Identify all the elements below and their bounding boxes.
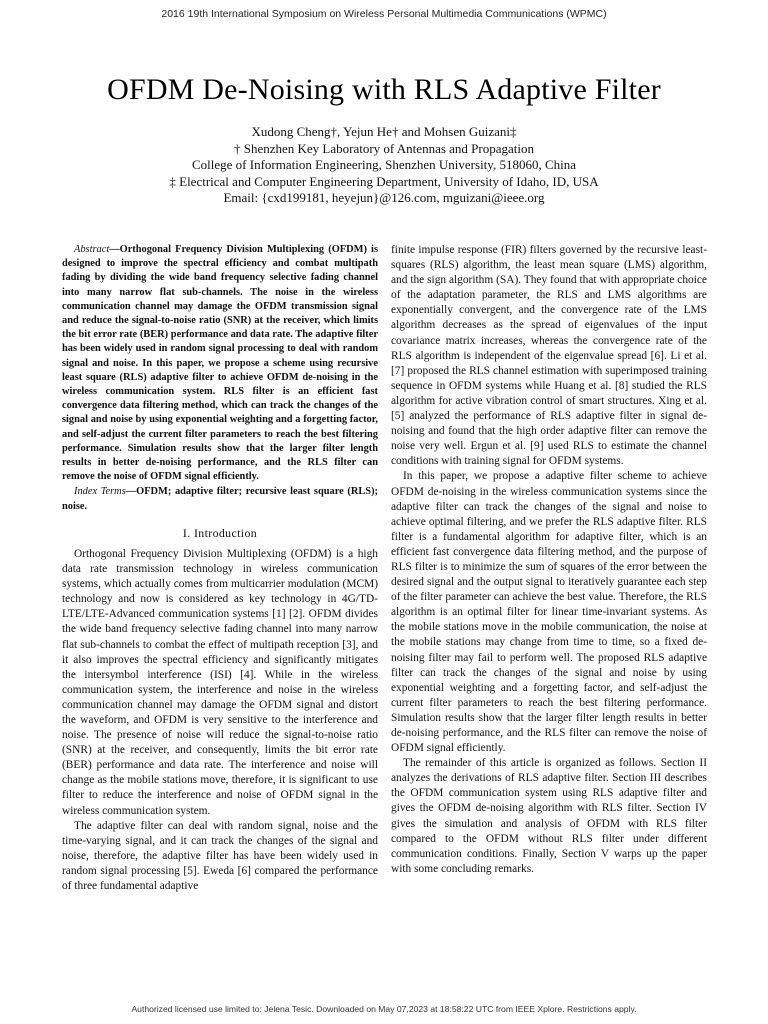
- index-terms-text: —OFDM; adaptive filter; recursive least square (RLS); noise.: [62, 486, 378, 512]
- body-paragraph: The remainder of this article is organized as follows. Section II analyzes the derivations of RLS adaptive filter. Section III describes the OFDM communication system using RLS adaptive filter and gives the OFDM de-noising algorithm with RLS filter. Section IV gives the simulation and analysis of OFDM with RLS filter compared to the OFDM without RLS filter under different communication conditions. Finally, Section V warps up the paper with some concluding remarks.: [391, 757, 707, 875]
- abstract-text: —Orthogonal Frequency Division Multiplexing (OFDM) is designed to improve the spectral efficiency and combat multipath fading by dividing the wide band frequency selective fading channel into many narrow flat sub-channels. The noise in the wireless communication channel may damage the OFDM transmission signal and reduce the signal-to-noise ratio (SNR) at the receiver, which limits the bit error rate (BER) performance and data rate. The adaptive filter has been widely used in random signal processing to deal with random signal and noise. In this paper, we propose a scheme using recursive least square (RLS) adaptive filter to achieve OFDM de-noising in the wireless communication system. RLS filter is an efficient fast convergence data filtering method, which can track the changes of the signal and noise by using exponential weighting and a forgetting factor, and self-adjust the current filter parameters to reach the best filtering performance. Simulation results show that the larger filter length results in better de-noising performance, and the RLS filter can remove the noise of OFDM signal efficiently.: [62, 244, 378, 483]
- download-notice: Authorized licensed use limited to: Jelena Tesic. Downloaded on May 07,2023 at 18:58:22 UTC from IEEE Xplore. Restrictions apply.: [131, 1004, 637, 1014]
- body-paragraph: The adaptive filter can deal with random signal, noise and the time-varying signal, and it can track the changes of the signal and noise, therefore, the adaptive filter has have been widely used in random signal processing [5]. Eweda [6] compared the performance of three fundamental adaptive: [62, 819, 378, 893]
- affiliation-line: ‡ Electrical and Computer Engineering Department, University of Idaho, ID, USA: [169, 173, 599, 189]
- paper-title: OFDM De-Noising with RLS Adaptive Filter: [107, 73, 661, 106]
- affiliation-line: † Shenzhen Key Laboratory of Antennas and Propagation: [233, 140, 534, 156]
- affiliation-line: College of Information Engineering, Shenzhen University, 518060, China: [191, 157, 577, 172]
- section-heading-introduction: I. Introduction: [182, 525, 258, 540]
- left-column: [62, 243, 378, 894]
- abstract: [62, 243, 378, 484]
- author-block: [0, 124, 768, 207]
- index-terms-label: Index Terms: [74, 486, 126, 498]
- body-paragraph: In this paper, we propose a adaptive filter scheme to achieve OFDM de-noising in the wireless communication systems since the adaptive filter can track the changes of the signal and noise to achieve optimal filtering, and we prefer the RLS adaptive filter. RLS filter is a fundamental algorithm for adaptive filter, which is an efficient fast convergence data filtering method, and the purpose of RLS filter is to minimize the sum of squares of the error between the desired signal and the output signal to iteratively guarantee each step of the filter parameter can achieve the best value. Therefore, the RLS algorithm is an optimal filter for linear time-invariant systems. As the mobile stations move in the mobile communication, the noise at the mobile stations may change from time to time, so a fixed de-noising filter may fail to perform well. The proposed RLS adaptive filter can track the changes of the signal and noise by using exponential weighting and a forgetting factor, and self-adjust the current filter parameters to reach the best filtering performance. Simulation results show that the larger filter length results in better de-noising performance, and the RLS filter can remove the noise of OFDM signal efficiently.: [391, 470, 707, 755]
- right-column: [391, 243, 707, 877]
- abstract-label: Abstract: [74, 244, 110, 255]
- body-paragraph: Orthogonal Frequency Division Multiplexing (OFDM) is a high data rate transmission technology in wireless communication systems, which actually comes from multicarrier modulation (MCM) technology and now is considered as key technology in 4G/TD-LTE/LTE-Advanced communication systems [1] [2]. OFDM divides the wide band frequency selective fading channel into many narrow flat sub-channels to combat the effect of multipath reception [3], and it also improves the spectral efficiency and significantly mitigates the intersymbol interference (ISI) [4]. While in the wireless communication system, the interference and noise in the wireless communication channel may damage the OFDM signal and distort the waveform, and OFDM is very sensitive to the interference and noise. The presence of noise will reduce the signal-to-noise ratio (SNR) at the receiver, and consequently, limits the bit error rate (BER) performance and data rate. The interference and noise will change as the mobile stations move, therefore, it is significant to use filter to reduce the interference and noise of OFDM signal in the wireless communication system.: [62, 547, 378, 817]
- index-terms: [62, 485, 378, 513]
- author-email: Email: {cxd199181, heyejun}@126.com, mguizani@ieee.org: [223, 190, 545, 205]
- body-paragraph: finite impulse response (FIR) filters governed by the recursive least-squares (RLS) algorithm, the least mean square (LMS) algorithm, and the sign algorithm (SA). They found that with appropriate choice of the adaptation parameter, the RLS and LMS algorithms are exponentially convergent, and the convergence rate of the LMS algorithm decreases as the spread of eigenvalues of the input covariance matrix increases, whereas the convergence rate of the RLS algorithm is independent of the eigenvalue spread [6]. Li et al. [7] proposed the RLS channel estimation with superimposed training sequence in OFDM systems while Huang et al. [8] studied the RLS algorithm for active vibration control of smart structures. Xing et al. [5] analyzed the performance of RLS adaptive filter in signal de-noising and found that the high order adaptive filter can remove the noise very well. Ergun et al. [9] used RLS to estimate the channel conditions with training signal for OFDM systems.: [391, 244, 707, 468]
- author-names: Xudong Cheng†, Yejun He† and Mohsen Guizani‡: [251, 124, 517, 139]
- conference-header: 2016 19th International Symposium on Wireless Personal Multimedia Communications (WPMC): [161, 8, 607, 20]
